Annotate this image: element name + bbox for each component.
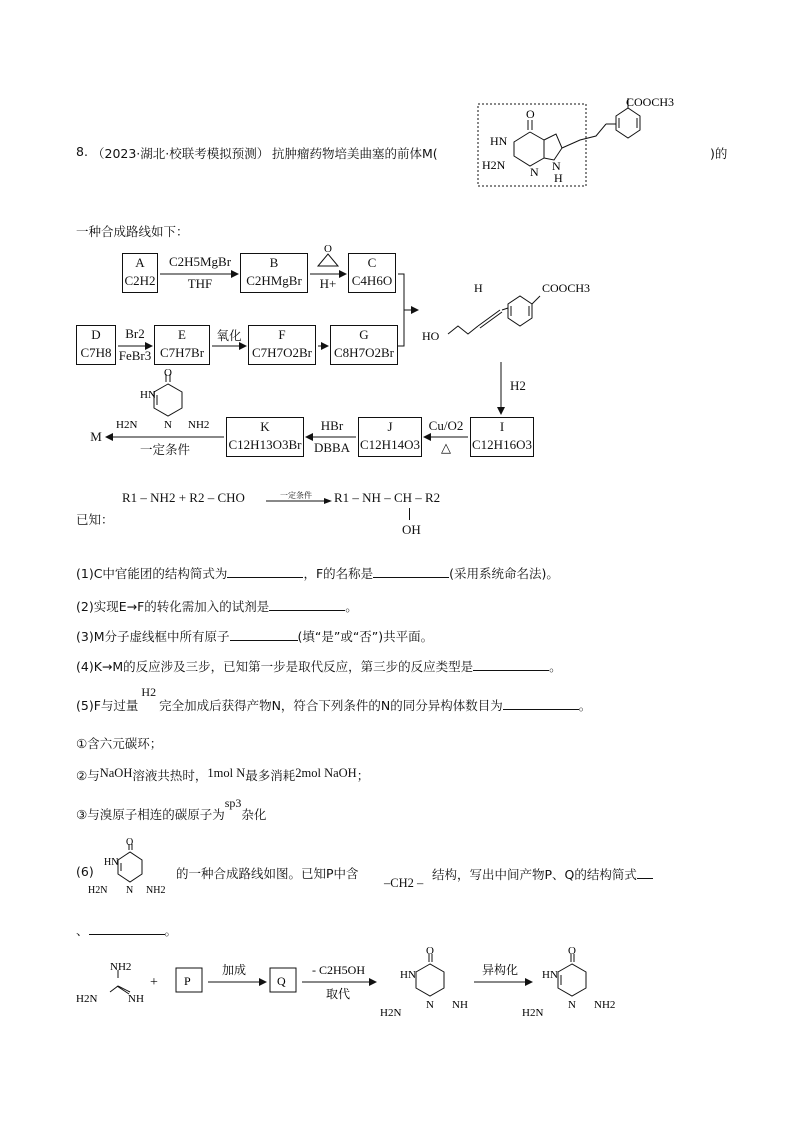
box-E: E C7H7Br (154, 325, 210, 365)
epoxide-icon (318, 254, 338, 266)
svg-text:H2N: H2N (482, 158, 506, 172)
aminopyrimidinone-diagram (114, 368, 234, 434)
condition-1: ①含六元碳环； (76, 736, 163, 751)
cond-ab-bottom: THF (187, 276, 213, 291)
blank-6b[interactable] (89, 920, 165, 935)
h-label: H (474, 281, 483, 295)
svg-text:NH2: NH2 (594, 999, 616, 1011)
part-6-ch2: –CH2 – (384, 876, 424, 890)
svg-text:NH2: NH2 (110, 961, 132, 973)
svg-text:N: N (426, 999, 434, 1011)
svg-text:NH: NH (452, 999, 468, 1011)
svg-text:N: N (126, 885, 134, 896)
box-J: J C12H14O3 (358, 417, 422, 457)
box-D: D C7H8 (76, 325, 116, 365)
label-M: M (90, 429, 102, 444)
part-6-text: 的一种合成路线如图。已知P中含 (176, 866, 359, 881)
part-3: (3)M分子虚线框中所有原子 (填“是”或“否”)共平面。 (76, 626, 433, 645)
cond-km-bottom: 一定条件 (139, 442, 190, 457)
part6-target-diagram (88, 838, 172, 898)
svg-text:HN: HN (104, 857, 119, 868)
svg-text:异构化: 异构化 (482, 963, 519, 977)
cond-ij-bottom: △ (441, 440, 451, 455)
svg-text:O: O (526, 107, 535, 121)
svg-text:+: + (150, 975, 158, 990)
blank-1b[interactable] (373, 563, 449, 578)
question-stem: 抗肿瘤药物培美曲塞的前体M( (272, 146, 438, 161)
cond-ab-top: C2H5MgBr (168, 254, 232, 269)
svg-text:N: N (568, 999, 576, 1011)
part-6-line2: 、 。 (76, 920, 177, 939)
svg-text:O: O (126, 838, 134, 848)
cond-de-bottom: FeBr3 (118, 348, 152, 363)
cond-ef-top: 氧化 (216, 328, 242, 343)
blank-1a[interactable] (227, 563, 303, 578)
part-6-text2: 结构，写出中间产物P、Q的结构简式 (432, 864, 653, 883)
svg-text:Q: Q (277, 974, 286, 988)
blank-5[interactable] (503, 695, 579, 710)
svg-text:HN: HN (490, 134, 508, 148)
box-K: K C12H13O3Br (226, 417, 304, 457)
svg-text:NH2: NH2 (146, 885, 166, 896)
box-C: C C4H6O (348, 253, 396, 293)
svg-text:H2N: H2N (380, 1007, 402, 1019)
known-right: R1 – NH – CH – R2 (334, 490, 441, 505)
h-structure-diagram (418, 276, 618, 356)
box-A: A C2H2 (122, 253, 158, 293)
svg-text:COOCH3: COOCH3 (542, 281, 591, 295)
svg-text:H2N: H2N (88, 885, 108, 896)
svg-text:NH2: NH2 (188, 419, 210, 431)
svg-text:HN: HN (542, 969, 558, 981)
svg-text:O: O (568, 945, 576, 957)
part-1: (1)C中官能团的结构简式为 ，F的名称是 (采用系统命名法)。 (76, 563, 559, 582)
cond-hi: H2 (510, 378, 526, 393)
part-4: (4)K→M的反应涉及三步，已知第一步是取代反应，第三步的反应类型是 。 (76, 656, 562, 675)
question-source: （2023·湖北·校联考模拟预测） (92, 146, 270, 161)
box-I: I C12H16O3 (470, 417, 534, 457)
cond-jk-top: HBr (320, 418, 344, 433)
svg-text:H: H (554, 171, 563, 185)
svg-text:取代: 取代 (326, 987, 351, 1001)
svg-text:H2N: H2N (116, 419, 138, 431)
svg-text:加成: 加成 (222, 963, 247, 977)
svg-text:HN: HN (140, 389, 156, 401)
condition-2: ②与NaOH溶液共热时，1mol N最多消耗2mol NaOH； (76, 766, 370, 783)
cond-jk-bottom: DBBA (313, 440, 351, 455)
part-2: (2)实现E→F的转化需加入的试剂是 。 (76, 596, 358, 615)
known-label: 已知： (76, 512, 114, 527)
cond-bc-bottom: H+ (319, 276, 337, 291)
box-G: G C8H7O2Br (330, 325, 398, 365)
question-stem-end: )的 (710, 146, 728, 161)
svg-text:N: N (164, 419, 172, 431)
question-number: 8. (76, 144, 88, 159)
svg-text:H2N: H2N (76, 993, 98, 1005)
svg-text:P: P (184, 974, 191, 988)
cond-de-top: Br2 (125, 326, 145, 341)
box-B: B C2HMgBr (240, 253, 308, 293)
svg-text:O: O (426, 945, 434, 957)
known-bond (409, 508, 410, 520)
svg-text:HO: HO (422, 329, 440, 343)
svg-text:H2N: H2N (522, 1007, 544, 1019)
blank-3[interactable] (230, 626, 298, 641)
blank-6a[interactable] (637, 864, 653, 879)
part-6-number: (6) (76, 864, 94, 879)
known-oh: OH (402, 522, 421, 537)
blank-4[interactable] (473, 656, 549, 671)
svg-text:- C2H5OH: - C2H5OH (312, 963, 365, 977)
box-F: F C7H7O2Br (248, 325, 316, 365)
svg-text:N: N (552, 159, 561, 173)
svg-text:N: N (530, 165, 539, 179)
svg-text:HN: HN (400, 969, 416, 981)
svg-text:NH: NH (128, 993, 144, 1005)
route-intro: 一种合成路线如下： (76, 224, 189, 239)
known-condition: 一定条件 (280, 491, 312, 500)
ester-label: COOCH3 (626, 96, 675, 109)
svg-text:O: O (164, 368, 172, 379)
svg-text:O: O (324, 243, 332, 255)
cond-ij-top: Cu/O2 (428, 418, 464, 433)
scheme6-diagram (70, 944, 650, 1024)
blank-2[interactable] (269, 596, 345, 611)
known-left: R1 – NH2 + R2 – CHO (122, 490, 245, 505)
condition-3: ③与溴原子相连的碳原子为sp3杂化 (76, 796, 267, 822)
part-5: (5)F与过量H2完全加成后获得产物N，符合下列条件的N的同分异构体数目为 。 (76, 685, 592, 713)
